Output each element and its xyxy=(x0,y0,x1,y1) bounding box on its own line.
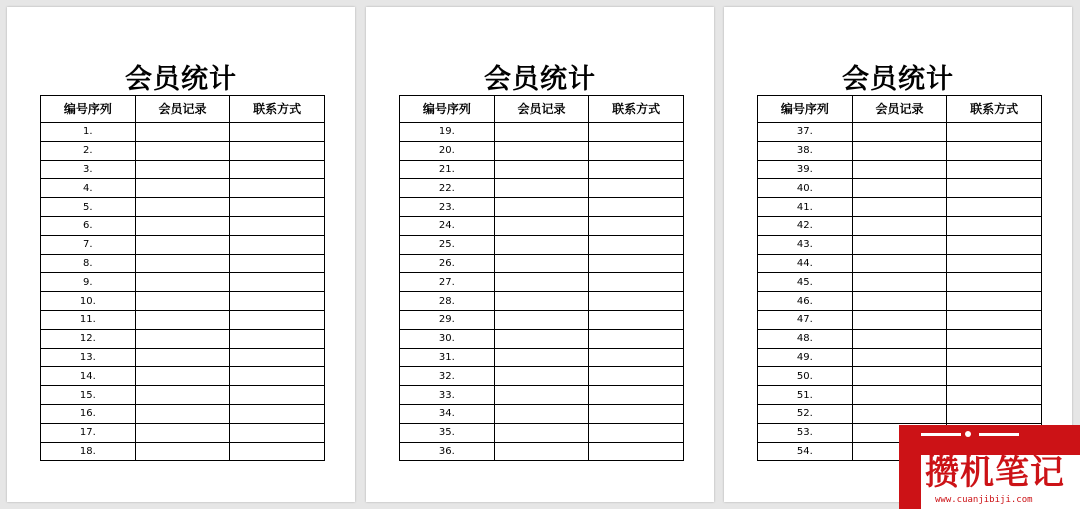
table-header-row xyxy=(758,96,1042,123)
row-number-cell[interactable]: 3. xyxy=(41,160,136,179)
member-table xyxy=(399,95,684,461)
row-number-cell[interactable]: 26. xyxy=(400,254,495,273)
table-row xyxy=(41,254,325,273)
table-row xyxy=(41,423,325,442)
member-record-cell[interactable] xyxy=(135,198,230,217)
contact-cell[interactable] xyxy=(589,292,684,311)
member-record-cell[interactable] xyxy=(135,310,230,329)
contact-cell[interactable] xyxy=(947,310,1042,329)
table-row xyxy=(400,442,684,461)
contact-cell[interactable] xyxy=(947,404,1042,423)
text-cursor xyxy=(324,124,325,132)
column-header: 编号序列 xyxy=(41,96,136,123)
table-row xyxy=(758,329,1042,348)
contact-cell[interactable] xyxy=(589,348,684,367)
contact-cell[interactable] xyxy=(589,404,684,423)
contact-cell[interactable] xyxy=(230,348,325,367)
member-record-cell[interactable] xyxy=(494,442,589,461)
contact-cell[interactable] xyxy=(589,367,684,386)
member-record-cell[interactable] xyxy=(135,160,230,179)
table-row xyxy=(758,198,1042,217)
table-row xyxy=(400,235,684,254)
row-number-cell[interactable]: 48. xyxy=(758,329,853,348)
table-row xyxy=(41,329,325,348)
row-number-cell[interactable]: 35. xyxy=(400,423,495,442)
row-number-cell[interactable]: 20. xyxy=(400,141,495,160)
table-header-row xyxy=(400,96,684,123)
contact-cell[interactable] xyxy=(230,423,325,442)
table-row xyxy=(41,404,325,423)
member-record-cell[interactable] xyxy=(494,423,589,442)
member-record-cell[interactable] xyxy=(135,442,230,461)
member-record-cell[interactable] xyxy=(852,179,947,198)
table-row xyxy=(400,179,684,198)
contact-cell[interactable] xyxy=(947,367,1042,386)
row-number-cell[interactable]: 9. xyxy=(41,273,136,292)
contact-cell[interactable] xyxy=(947,348,1042,367)
member-record-cell[interactable] xyxy=(494,367,589,386)
row-number-cell[interactable]: 54. xyxy=(758,442,853,461)
row-number-cell[interactable]: 34. xyxy=(400,404,495,423)
row-number-cell[interactable]: 23. xyxy=(400,198,495,217)
row-number-cell[interactable]: 13. xyxy=(41,348,136,367)
row-number-cell[interactable]: 11. xyxy=(41,310,136,329)
row-number-cell[interactable]: 42. xyxy=(758,216,853,235)
row-number-cell[interactable]: 41. xyxy=(758,198,853,217)
table-row xyxy=(41,179,325,198)
member-record-cell[interactable] xyxy=(135,348,230,367)
row-number-cell[interactable]: 12. xyxy=(41,329,136,348)
contact-cell[interactable] xyxy=(947,254,1042,273)
table-row xyxy=(758,160,1042,179)
member-record-cell[interactable] xyxy=(494,404,589,423)
table-row xyxy=(400,310,684,329)
table-row xyxy=(758,310,1042,329)
table-row xyxy=(758,216,1042,235)
table-row xyxy=(400,348,684,367)
contact-cell[interactable] xyxy=(589,198,684,217)
row-number-cell[interactable]: 19. xyxy=(400,123,495,142)
table-row xyxy=(41,273,325,292)
row-number-cell[interactable]: 25. xyxy=(400,235,495,254)
contact-cell[interactable] xyxy=(230,329,325,348)
row-number-cell[interactable]: 10. xyxy=(41,292,136,311)
page-title: 会员统计 xyxy=(125,64,237,95)
contact-cell[interactable] xyxy=(230,254,325,273)
contact-cell[interactable] xyxy=(589,329,684,348)
page-title: 会员统计 xyxy=(842,64,954,95)
member-record-cell[interactable] xyxy=(852,216,947,235)
row-number-cell[interactable]: 8. xyxy=(41,254,136,273)
table-row xyxy=(400,160,684,179)
table-row xyxy=(41,160,325,179)
row-number-cell[interactable]: 39. xyxy=(758,160,853,179)
member-record-cell[interactable] xyxy=(135,386,230,405)
member-record-cell[interactable] xyxy=(852,160,947,179)
member-table xyxy=(757,95,1042,461)
contact-cell[interactable] xyxy=(947,292,1042,311)
row-number-cell[interactable]: 27. xyxy=(400,273,495,292)
table-row xyxy=(41,141,325,160)
contact-cell[interactable] xyxy=(230,216,325,235)
watermark-name: 攒机笔记 xyxy=(925,453,1065,493)
table-row xyxy=(400,198,684,217)
member-record-cell[interactable] xyxy=(494,254,589,273)
table-row xyxy=(758,235,1042,254)
row-number-cell[interactable]: 22. xyxy=(400,179,495,198)
contact-cell[interactable] xyxy=(230,179,325,198)
row-number-cell[interactable]: 33. xyxy=(400,386,495,405)
column-header: 联系方式 xyxy=(589,96,684,123)
contact-cell[interactable] xyxy=(947,235,1042,254)
row-number-cell[interactable]: 15. xyxy=(41,386,136,405)
table-row xyxy=(400,367,684,386)
member-record-cell[interactable] xyxy=(135,216,230,235)
member-record-cell[interactable] xyxy=(494,235,589,254)
member-record-cell[interactable] xyxy=(494,348,589,367)
member-record-cell[interactable] xyxy=(852,123,947,142)
contact-cell[interactable] xyxy=(230,235,325,254)
member-record-cell[interactable] xyxy=(135,235,230,254)
member-record-cell[interactable] xyxy=(852,198,947,217)
member-record-cell[interactable] xyxy=(852,235,947,254)
row-number-cell[interactable]: 32. xyxy=(400,367,495,386)
column-header: 联系方式 xyxy=(947,96,1042,123)
table-row xyxy=(41,123,325,142)
row-number-cell[interactable]: 29. xyxy=(400,310,495,329)
table-row xyxy=(758,273,1042,292)
member-record-cell[interactable] xyxy=(494,198,589,217)
table-header-row xyxy=(41,96,325,123)
column-header: 联系方式 xyxy=(230,96,325,123)
table-row xyxy=(400,123,684,142)
row-number-cell[interactable]: 1. xyxy=(41,123,136,142)
row-number-cell[interactable]: 53. xyxy=(758,423,853,442)
contact-cell[interactable] xyxy=(230,141,325,160)
table-row xyxy=(41,367,325,386)
member-record-cell[interactable] xyxy=(135,329,230,348)
member-record-cell[interactable] xyxy=(494,160,589,179)
table-row xyxy=(400,216,684,235)
member-record-cell[interactable] xyxy=(135,367,230,386)
table-row xyxy=(400,141,684,160)
contact-cell[interactable] xyxy=(947,329,1042,348)
member-record-cell[interactable] xyxy=(852,273,947,292)
contact-cell[interactable] xyxy=(589,141,684,160)
table-row xyxy=(41,348,325,367)
table-row xyxy=(41,235,325,254)
member-record-cell[interactable] xyxy=(852,310,947,329)
contact-cell[interactable] xyxy=(230,310,325,329)
member-record-cell[interactable] xyxy=(852,141,947,160)
contact-cell[interactable] xyxy=(947,198,1042,217)
row-number-cell[interactable]: 7. xyxy=(41,235,136,254)
row-number-cell[interactable]: 16. xyxy=(41,404,136,423)
member-record-cell[interactable] xyxy=(135,292,230,311)
row-number-cell[interactable]: 5. xyxy=(41,198,136,217)
member-record-cell[interactable] xyxy=(494,292,589,311)
contact-cell[interactable] xyxy=(589,235,684,254)
row-number-cell[interactable]: 50. xyxy=(758,367,853,386)
contact-cell[interactable] xyxy=(589,310,684,329)
table-row xyxy=(400,254,684,273)
row-number-cell[interactable]: 46. xyxy=(758,292,853,311)
contact-cell[interactable] xyxy=(230,442,325,461)
row-number-cell[interactable]: 17. xyxy=(41,423,136,442)
row-number-cell[interactable]: 6. xyxy=(41,216,136,235)
table-row xyxy=(758,292,1042,311)
member-record-cell[interactable] xyxy=(852,329,947,348)
page-title: 会员统计 xyxy=(484,64,596,95)
member-record-cell[interactable] xyxy=(135,141,230,160)
row-number-cell[interactable]: 52. xyxy=(758,404,853,423)
table-row xyxy=(400,329,684,348)
table-row xyxy=(758,123,1042,142)
contact-cell[interactable] xyxy=(230,160,325,179)
contact-cell[interactable] xyxy=(589,273,684,292)
contact-cell[interactable] xyxy=(589,386,684,405)
watermark-logo xyxy=(899,425,1080,509)
member-record-cell[interactable] xyxy=(494,386,589,405)
contact-cell[interactable] xyxy=(589,423,684,442)
contact-cell[interactable] xyxy=(230,198,325,217)
row-number-cell[interactable]: 14. xyxy=(41,367,136,386)
column-header: 编号序列 xyxy=(400,96,495,123)
table-row xyxy=(400,386,684,405)
contact-cell[interactable] xyxy=(947,386,1042,405)
member-record-cell[interactable] xyxy=(852,254,947,273)
row-number-cell[interactable]: 30. xyxy=(400,329,495,348)
contact-cell[interactable] xyxy=(947,273,1042,292)
row-number-cell[interactable]: 37. xyxy=(758,123,853,142)
row-number-cell[interactable]: 28. xyxy=(400,292,495,311)
contact-cell[interactable] xyxy=(589,123,684,142)
member-record-cell[interactable] xyxy=(494,141,589,160)
row-number-cell[interactable]: 43. xyxy=(758,235,853,254)
contact-cell[interactable] xyxy=(589,160,684,179)
contact-cell[interactable] xyxy=(230,386,325,405)
member-record-cell[interactable] xyxy=(494,310,589,329)
row-number-cell[interactable]: 51. xyxy=(758,386,853,405)
table-row xyxy=(758,348,1042,367)
table-row xyxy=(41,216,325,235)
column-header: 会员记录 xyxy=(494,96,589,123)
contact-cell[interactable] xyxy=(947,179,1042,198)
contact-cell[interactable] xyxy=(947,160,1042,179)
member-record-cell[interactable] xyxy=(135,273,230,292)
contact-cell[interactable] xyxy=(589,442,684,461)
column-header: 编号序列 xyxy=(758,96,853,123)
member-record-cell[interactable] xyxy=(494,179,589,198)
table-row xyxy=(400,404,684,423)
contact-cell[interactable] xyxy=(947,141,1042,160)
contact-cell[interactable] xyxy=(947,216,1042,235)
column-header: 会员记录 xyxy=(135,96,230,123)
row-number-cell[interactable]: 21. xyxy=(400,160,495,179)
member-record-cell[interactable] xyxy=(852,386,947,405)
row-number-cell[interactable]: 44. xyxy=(758,254,853,273)
member-record-cell[interactable] xyxy=(135,423,230,442)
row-number-cell[interactable]: 31. xyxy=(400,348,495,367)
table-row xyxy=(400,292,684,311)
contact-cell[interactable] xyxy=(230,273,325,292)
page-2 xyxy=(366,7,714,502)
contact-cell[interactable] xyxy=(947,123,1042,142)
table-row xyxy=(400,423,684,442)
member-record-cell[interactable] xyxy=(494,123,589,142)
contact-cell[interactable] xyxy=(589,216,684,235)
member-record-cell[interactable] xyxy=(852,367,947,386)
member-table xyxy=(40,95,325,461)
table-row xyxy=(758,404,1042,423)
table-row xyxy=(41,310,325,329)
row-number-cell[interactable]: 2. xyxy=(41,141,136,160)
row-number-cell[interactable]: 18. xyxy=(41,442,136,461)
table-row xyxy=(41,386,325,405)
member-record-cell[interactable] xyxy=(494,329,589,348)
member-record-cell[interactable] xyxy=(852,292,947,311)
table-row xyxy=(41,442,325,461)
row-number-cell[interactable]: 49. xyxy=(758,348,853,367)
table-row xyxy=(41,198,325,217)
row-number-cell[interactable]: 47. xyxy=(758,310,853,329)
table-row xyxy=(400,273,684,292)
table-row xyxy=(758,141,1042,160)
page-1 xyxy=(7,7,355,502)
table-row xyxy=(758,386,1042,405)
member-record-cell[interactable] xyxy=(135,179,230,198)
member-record-cell[interactable] xyxy=(494,216,589,235)
table-row xyxy=(758,179,1042,198)
member-record-cell[interactable] xyxy=(852,348,947,367)
watermark-url: www.cuanjibiji.com xyxy=(935,495,1033,505)
member-record-cell[interactable] xyxy=(135,123,230,142)
contact-cell[interactable] xyxy=(230,367,325,386)
row-number-cell[interactable]: 38. xyxy=(758,141,853,160)
row-number-cell[interactable]: 40. xyxy=(758,179,853,198)
contact-cell[interactable] xyxy=(589,254,684,273)
contact-cell[interactable] xyxy=(230,123,325,142)
member-record-cell[interactable] xyxy=(135,404,230,423)
row-number-cell[interactable]: 24. xyxy=(400,216,495,235)
table-row xyxy=(758,254,1042,273)
member-record-cell[interactable] xyxy=(852,404,947,423)
row-number-cell[interactable]: 36. xyxy=(400,442,495,461)
contact-cell[interactable] xyxy=(589,179,684,198)
contact-cell[interactable] xyxy=(230,292,325,311)
member-record-cell[interactable] xyxy=(494,273,589,292)
logo-dot xyxy=(965,431,971,437)
row-number-cell[interactable]: 4. xyxy=(41,179,136,198)
contact-cell[interactable] xyxy=(230,404,325,423)
table-row xyxy=(41,292,325,311)
member-record-cell[interactable] xyxy=(135,254,230,273)
table-row xyxy=(758,367,1042,386)
column-header: 会员记录 xyxy=(852,96,947,123)
row-number-cell[interactable]: 45. xyxy=(758,273,853,292)
